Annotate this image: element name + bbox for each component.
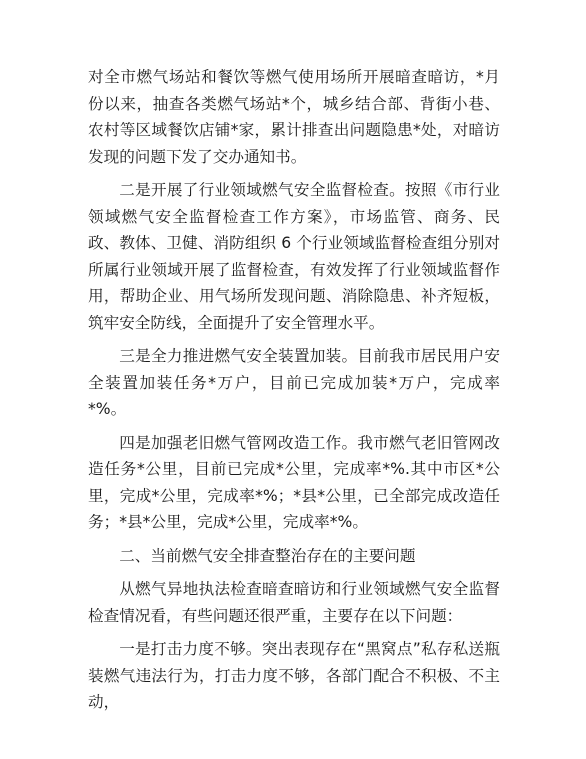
paragraph-inspection-summary: 对全市燃气场站和餐饮等燃气使用场所开展暗查暗访，*月份以来，抽查各类燃气场站*个，城乡结合部、背街小巷、农村等区域餐饮店铺*家，累计排查出问题隐患*处，对暗访发现的问题下发了交办通知书。	[88, 68, 500, 166]
paragraph-enforcement-weakness: 一是打击力度不够。突出表现存在“黑窝点”私存私送瓶装燃气违法行为，打击力度不够，各部门配合不积极、不主动，	[88, 640, 500, 711]
paragraph-industry-supervision: 二是开展了行业领域燃气安全监督检查。按照《市行业领域燃气安全监督检查工作方案》，市场监管、商务、民政、教体、卫健、消防组织 6 个行业领域监督检查组分别对所属行业领域开展了监督检查，有效发挥了行业领域监督作用，帮助企业、用气场所发现问题、消除隐患、补齐短板，筑牢安全防线，全面提升了安全管理水平。	[88, 181, 500, 332]
paragraph-pipeline-renovation: 四是加强老旧燃气管网改造工作。我市燃气老旧管网改造任务*公里，目前已完成*公里，完成率*%.其中市区*公里，完成*公里，完成率*%；*县*公里，已全部完成改造任务；*县*公里，完成*公里，完成率*%。	[88, 433, 500, 531]
paragraph-problems-intro: 从燃气异地执法检查暗查暗访和行业领域燃气安全监督检查情况看，有些问题还很严重，主要存在以下问题：	[88, 580, 500, 625]
document-page	[88, 64, 500, 723]
paragraph-safety-devices: 三是全力推进燃气安全装置加装。目前我市居民用户安全装置加装任务*万户，目前已完成加装*万户，完成率*%。	[88, 347, 500, 418]
section-heading-main-problems: 二、当前燃气安全排查整治存在的主要问题	[119, 546, 416, 565]
